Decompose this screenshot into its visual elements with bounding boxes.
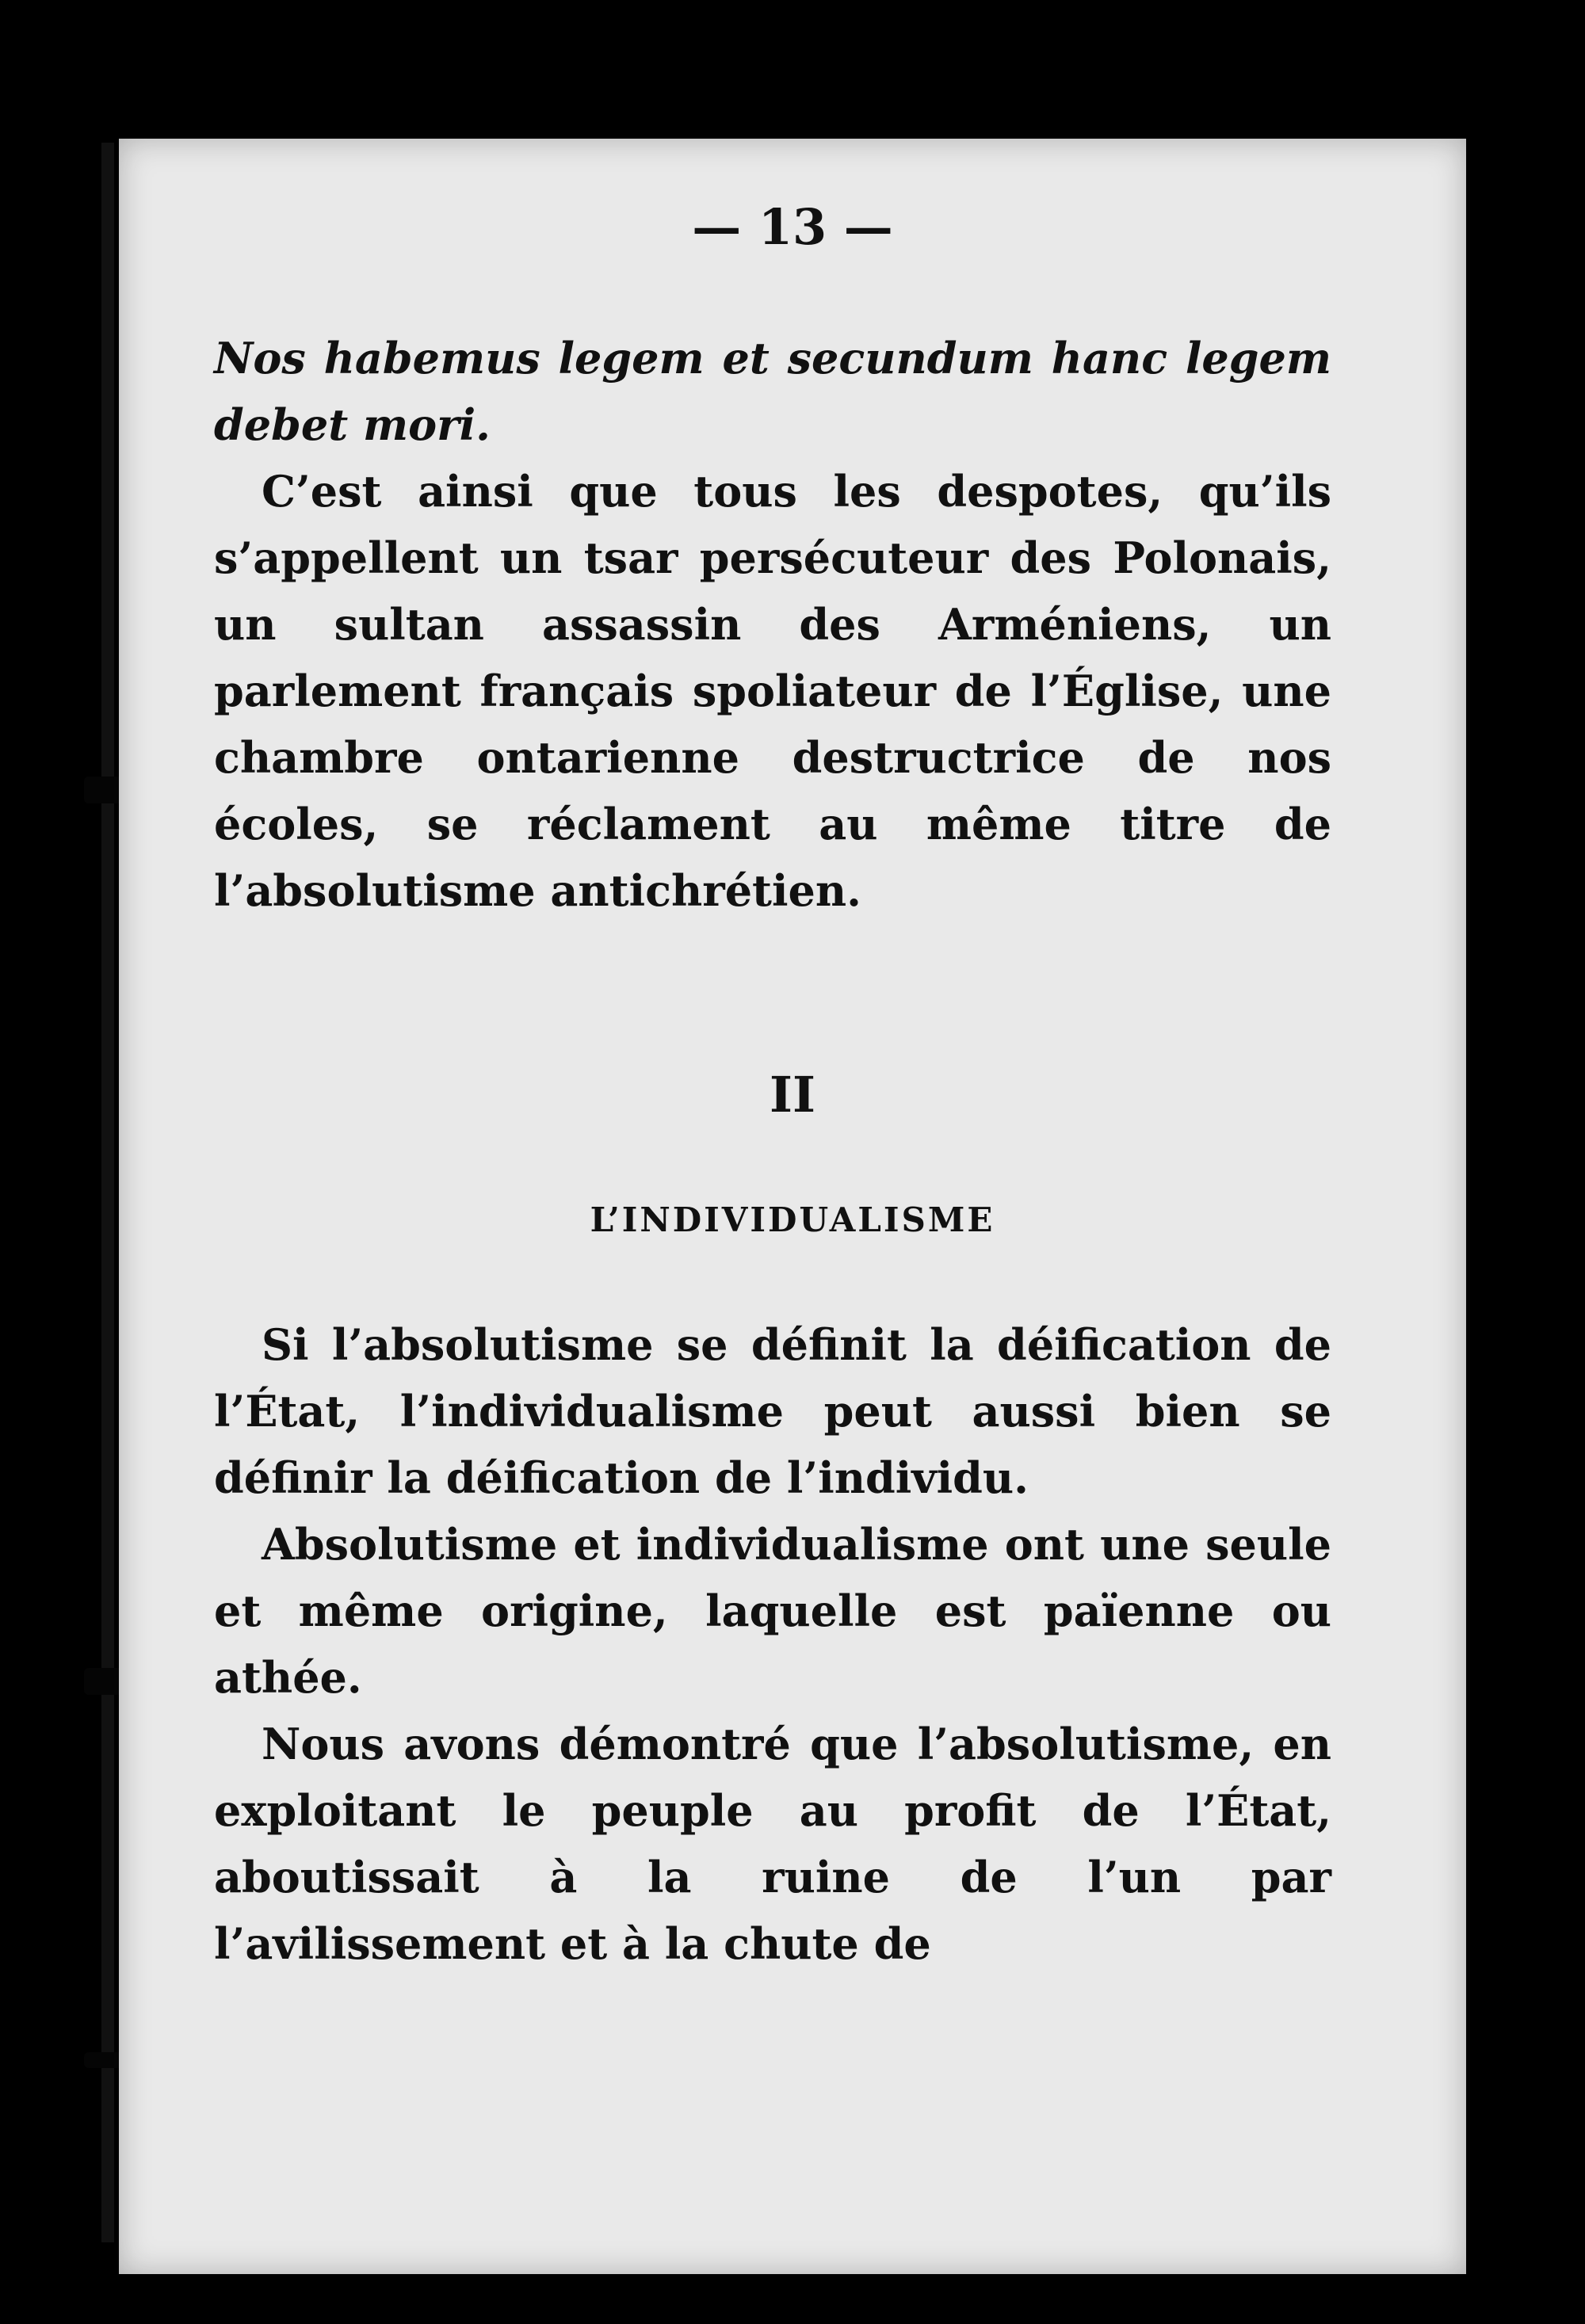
book-spine [101, 143, 114, 2242]
paragraph: Absolutisme et individualisme ont une seule et même origine, laquelle est païenne ou athée. [214, 1519, 1331, 1703]
paragraph: C’est ainsi que tous les despotes, qu’ils s’appellent un tsar persécuteur des Polonais, un sultan assassin des Arméniens, un parlement français spoliateur de l’Église, une chambre ontarienne destructrice de nos écoles, se réclament au même titre de l’absolutisme antichrétien. [214, 466, 1331, 916]
section-title: L’INDIVIDUALISME [590, 1200, 995, 1239]
text-block-top [214, 325, 1331, 924]
paragraph: Si l’absolutisme se définit la déification de l’État, l’individualisme peut aussi bien se définir la déification de l’individu. [214, 1319, 1331, 1503]
book-page [119, 139, 1466, 2274]
text-block-bottom [214, 1311, 1331, 1977]
page-number: — 13 — [692, 198, 893, 256]
section-number: II [769, 1066, 815, 1124]
paragraph: Nous avons démontré que l’absolutisme, en exploitant le peuple au profit de l’État, aboutissait à la ruine de l’un par l’avilissement et à la chute de [214, 1719, 1331, 1969]
latin-quote: Nos habemus legem et secundum hanc legem debet mori. [214, 333, 1331, 450]
